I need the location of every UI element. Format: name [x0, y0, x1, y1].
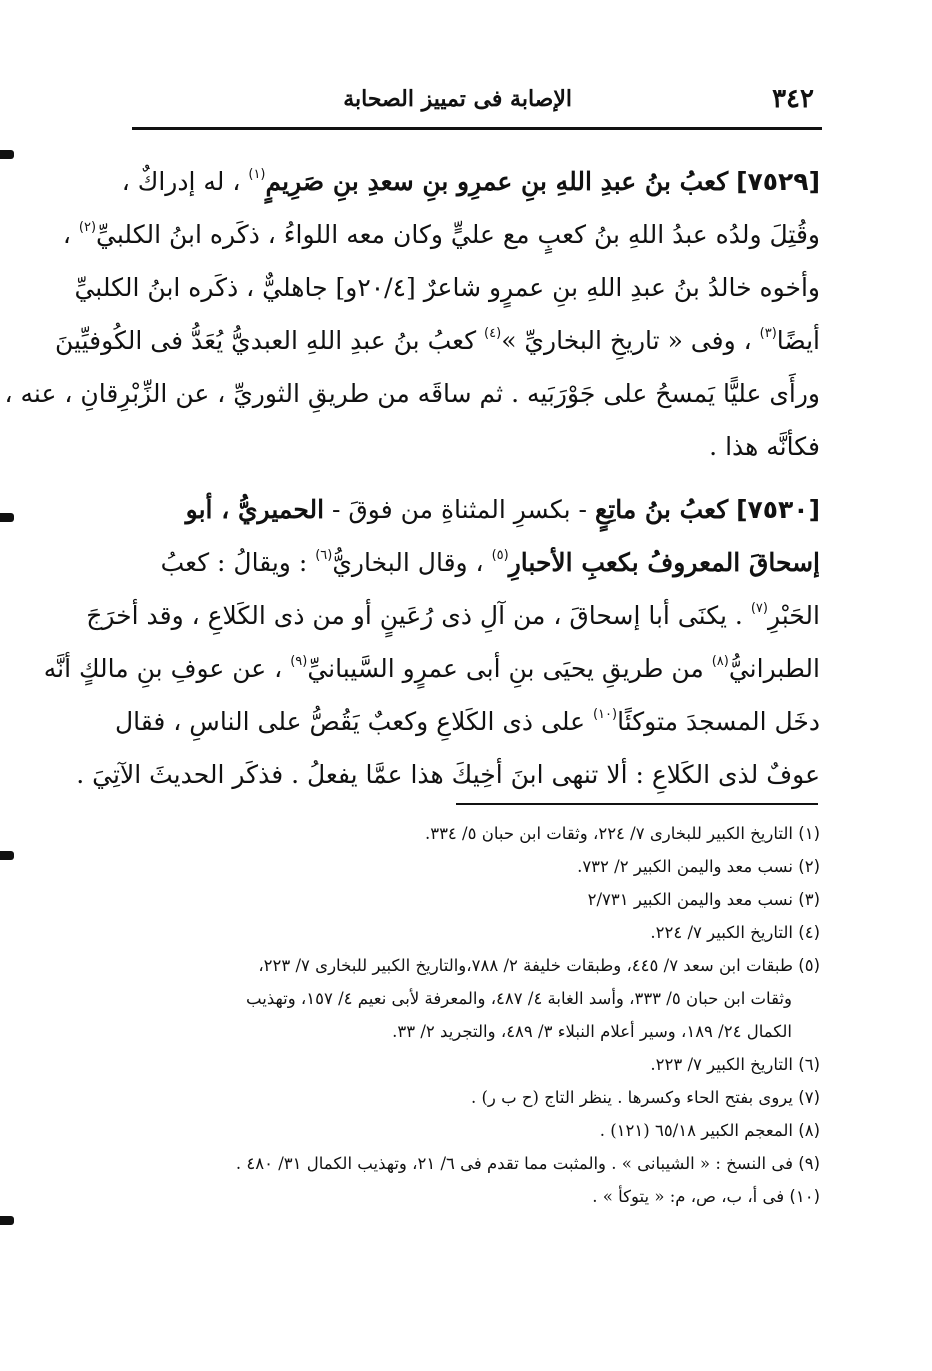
binding-mark [0, 1216, 14, 1225]
footnote-continuation: وثقات ابن حبان ٥/ ٣٣٣، وأسد الغابة ٤/ ٤٨٧، والمعرفة لأبى نعيم ٤/ ١٥٧، وتهذيب [246, 989, 792, 1008]
binding-mark [0, 513, 14, 522]
footnote [128, 1114, 820, 1147]
entry-heading: كعبُ بنُ ماتِعٍ [594, 495, 729, 524]
footnote-text: نسب معد واليمن الكبير ٢/ ٧٣٢. [577, 857, 793, 876]
text-span: وقُتِلَ ولدُه عبدُ اللهِ بنُ كعبٍ مع عليٍّ وكان معه اللواءُ ، ذكَره ابنُ الكلبيِّ [96, 220, 820, 249]
text-span: . يكنَى أبا إسحاقَ ، من آلِ ذى رُعَينٍ أو من ذى الكَلاعِ ، وقد أخرَجَ [86, 601, 743, 630]
entry-7529 [4, 155, 820, 473]
footnote [128, 949, 820, 982]
footnote-ref: (٢) [78, 220, 97, 235]
footnote-text: فى أ، ب، ص، م: « يتوكأ » . [592, 1187, 785, 1206]
footnote [128, 1081, 820, 1114]
footnote-text: المعجم الكبير ٦٥/١٨ (١٢١) . [599, 1121, 793, 1140]
footnote-number: (٣) [798, 890, 820, 909]
text-line [43, 642, 820, 695]
footnote-text: نسب معد واليمن الكبير ٢/٧٣١ [587, 890, 793, 909]
footnote-ref: (١) [248, 167, 266, 182]
text-span: ، وفى « تاريخِ البخاريِّ » [501, 326, 752, 355]
entry-heading: إسحاقَ المعروفُ بكعبِ الأحبارِ [508, 548, 820, 577]
footnote-text: يروى بفتح الحاء وكسرها . ينظر التاج (ح ب ر) . [470, 1088, 793, 1107]
running-title: الإصابة فى تمييز الصحابة [343, 86, 572, 112]
footnote-number: (٥) [798, 956, 820, 975]
footnote-ref: (٣) [759, 326, 777, 341]
header-rule [132, 127, 822, 130]
text-line: وأخوه خالدُ بنُ عبدِ اللهِ بنِ عمرٍو شاعرٌ [٢٠/٤و] جاهليٌّ ، ذكَره ابنُ الكلبيِّ [74, 273, 820, 302]
text-line [130, 483, 820, 536]
footnote-ref: (٧) [750, 601, 768, 616]
entry-number: [٧٥٢٩] [736, 167, 820, 196]
text-span: الحَبْرِ [767, 601, 820, 630]
page-header [132, 84, 820, 124]
entry-heading: كعبُ بنُ عبدِ اللهِ بنِ عمرِو بنِ سعدِ بنِ صَرِيمٍ [265, 167, 729, 196]
text-span: على ذى الكَلاعِ وكعبٌ يَقُصُّ على الناسِ ، فقال [114, 707, 586, 736]
text-line [121, 155, 820, 208]
text-line: عوفٌ لذى الكَلاعِ : ألا تنهى ابنَ أخِيكَ هذا عمَّا يفعلُ . فذكَر الحديثَ الآتِيَ . [76, 760, 820, 789]
footnote-ref: (٨) [711, 654, 729, 669]
footnote-text: التاريخ الكبير ٧/ ٢٢٤. [650, 923, 793, 942]
text-line [62, 208, 820, 261]
footnote-number: (٦) [798, 1055, 820, 1074]
footnote [128, 1180, 820, 1213]
text-span: من طريقِ يحيَى بنِ أبى عمرٍو السَّيبانيِّ [307, 654, 704, 683]
text-line [130, 536, 820, 589]
footnote [128, 916, 820, 949]
footnote-ref: (١٠) [592, 707, 618, 722]
entry-heading: الحميريُّ ، أبو [185, 495, 325, 524]
text-span: - بكسرِ المثناةِ من فوقَ - [331, 495, 587, 524]
footnote-continuation: الكمال ٢٤/ ١٨٩، وسير أعلام النبلاء ٣/ ٤٨٩، والتجريد ٢/ ٣٣. [392, 1022, 792, 1041]
text-line: ورأَى عليًّا يَمسحُ على جَوْرَبَيه . ثم ساقَه من طريقِ الثوريِّ ، عن الزِّبْرِقانِ ، عنه ، [4, 379, 820, 408]
binding-mark [0, 851, 14, 860]
footnote-number: (٧) [798, 1088, 820, 1107]
footnote-number: (٨) [798, 1121, 820, 1140]
entry-number: [٧٥٣٠] [736, 495, 820, 524]
footnote-number: (٢) [798, 857, 820, 876]
text-line [55, 314, 820, 367]
binding-mark [0, 150, 14, 159]
footnote-text: التاريخ الكبير للبخارى ٧/ ٢٢٤، وثقات ابن حبان ٥/ ٣٣٤. [424, 824, 793, 843]
text-span: ، له إدراكٌ ، [121, 167, 241, 196]
text-span: كعبُ بنُ عبدِ اللهِ العبديُّ يُعَدُّ فى الكُوفيِّينَ [55, 326, 477, 355]
text-line [114, 695, 820, 748]
footnote-number: (١٠) [789, 1187, 820, 1206]
footnote-ref: (٤) [484, 326, 502, 341]
text-line [86, 589, 820, 642]
footnote-text: طبقات ابن سعد ٧/ ٤٤٥، وطبقات خليفة ٢/ ٧٨٨،والتاريخ الكبير للبخارى ٧/ ٢٢٣، [258, 956, 793, 975]
text-span: ، عن عوفِ بنِ مالكٍ أنَّه [43, 654, 283, 683]
footnote-ref: (٥) [491, 548, 509, 563]
text-span: دخَل المسجدَ متوكئًا [617, 707, 820, 736]
text-span: : ويقالُ : كعبُ [160, 548, 308, 577]
footnote [128, 883, 820, 916]
footnote-ref: (٩) [290, 654, 308, 669]
footnote [128, 1048, 820, 1081]
entry-7530 [43, 483, 820, 801]
footnote-text: التاريخ الكبير ٧/ ٢٢٣. [650, 1055, 793, 1074]
footnote [128, 1147, 820, 1180]
footnotes [128, 817, 820, 1213]
footnote-number: (٩) [798, 1154, 820, 1173]
footnote-text: فى النسخ : « الشيبانى » . والمثبت مما تقدم فى ٦/ ٢١، وتهذيب الكمال ٣١/ ٤٨٠ . [235, 1154, 793, 1173]
text-span: أيضًا [776, 326, 820, 355]
text-line: فكأنَّه هذا . [709, 432, 820, 461]
page-number: ٣٤٢ [772, 84, 814, 114]
footnote-number: (١) [798, 824, 820, 843]
footnote [128, 817, 820, 850]
footnote-separator [456, 803, 818, 805]
footnote [128, 850, 820, 883]
footnote-number: (٤) [798, 923, 820, 942]
text-span: ، [62, 220, 71, 249]
footnote-ref: (٦) [315, 548, 333, 563]
text-span: ، وقال البخاريُّ [332, 548, 484, 577]
text-span: الطبرانيُّ [728, 654, 820, 683]
